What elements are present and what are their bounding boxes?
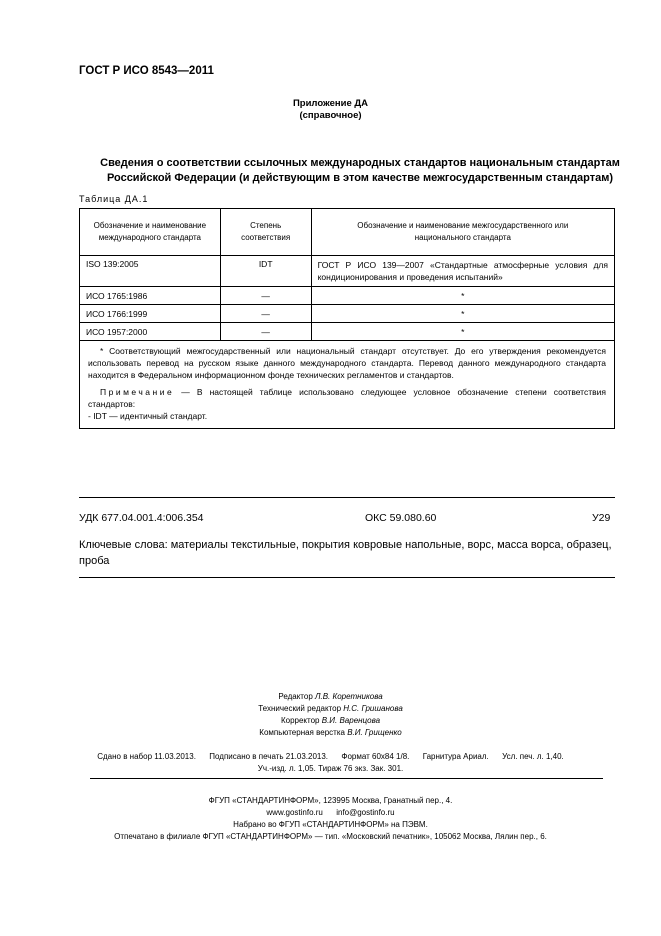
note-text: — В настоящей таблице использовано следующее условное обозначение степени соответствия стандартов: (88, 387, 606, 409)
table-row (80, 256, 615, 287)
credit-role: Компьютерная верстка (259, 728, 345, 737)
credit-role: Редактор (278, 692, 313, 701)
credit-tech-editor (0, 703, 661, 715)
credit-role: Корректор (280, 716, 320, 725)
section-title-line2: Российской Федерации (и действующим в этом качестве межгосударственным стандартам) (106, 172, 614, 184)
publisher-web: www.gostinfo.ru info@gostinfo.ru (266, 808, 395, 817)
cell-intl: ISO 139:2005 (80, 256, 221, 287)
table-footnote-row (80, 341, 615, 429)
credit-editor (0, 691, 661, 703)
cell-national: * (311, 323, 614, 341)
cell-degree: — (220, 287, 311, 305)
cell-national: ГОСТ Р ИСО 139—2007 «Стандартные атмосферные условия для кондиционирования и проведения испытаний» (311, 256, 614, 287)
cell-degree: — (220, 305, 311, 323)
cell-degree: — (220, 323, 311, 341)
header-degree: Степень соответствия (220, 209, 311, 256)
table-row (80, 305, 615, 323)
footnote-text: * Соответствующий межгосударственный или национальный стандарт отсутствует. До его утверждения рекомендуется использовать перевод на русском языке данного международного стандарта. Перевод данного международного стандарта находится в Федеральном информационном фонде технических регламентов и стандартов. (88, 346, 606, 380)
credit-name: Л.В. Коретникова (315, 692, 383, 701)
cell-intl: ИСО 1766:1999 (80, 305, 221, 323)
udk-code: УДК 677.04.001.4:006.354 (79, 512, 204, 524)
credit-role: Технический редактор (258, 704, 342, 713)
table-row (80, 287, 615, 305)
section-title-line1: Сведения о соответствии ссылочных международных стандартов национальным стандартам (100, 157, 620, 169)
table-header-row (80, 209, 615, 256)
publisher-printed: Отпечатано в филиале ФГУП «СТАНДАРТИНФОРМ» — тип. «Московский печатник», 105062 Москва, Лялин пер., 6. (114, 832, 547, 841)
publisher-typeset: Набрано во ФГУП «СТАНДАРТИНФОРМ» на ПЭВМ. (233, 820, 428, 829)
table-footnote (80, 341, 615, 429)
divider-top (79, 497, 615, 498)
credit-layout (0, 727, 661, 739)
cell-intl: ИСО 1957:2000 (80, 323, 221, 341)
publisher-address: ФГУП «СТАНДАРТИНФОРМ», 123995 Москва, Гранатный пер., 4. (208, 796, 453, 805)
divider-publisher (90, 778, 603, 779)
appendix-title: Приложение ДА (292, 98, 369, 109)
publisher-info (0, 795, 661, 843)
document-code: ГОСТ Р ИСО 8543—2011 (79, 65, 214, 77)
print-info-line1: Сдано в набор 11.03.2013. Подписано в печать 21.03.2013. Формат 60х84 1/8. Гарнитура Ариал. Усл. печ. л. 1,40. (97, 752, 564, 761)
classification-code: У29 (592, 512, 611, 524)
cell-intl: ИСО 1765:1986 (80, 287, 221, 305)
header-national: Обозначение и наименование межгосударственного или национального стандарта (311, 209, 614, 256)
keywords: Ключевые слова: материалы текстильные, покрытия ковровые напольные, ворс, масса ворса, образец, проба (79, 539, 612, 567)
note-label: Примечание (100, 387, 175, 397)
cell-national: * (311, 287, 614, 305)
header-intl: Обозначение и наименование международного стандарта (80, 209, 221, 256)
correspondence-table (79, 208, 615, 429)
credits (0, 691, 661, 739)
section-title (60, 156, 660, 186)
print-info-line2: Уч.-изд. л. 1,05. Тираж 76 экз. Зак. 301. (257, 764, 404, 773)
credit-name: В.И. Грищенко (347, 728, 402, 737)
divider-bottom (79, 577, 615, 578)
appendix-subtitle: (справочное) (299, 110, 362, 121)
note-item: - IDT — идентичный стандарт. (88, 411, 208, 421)
cell-degree: IDT (220, 256, 311, 287)
credit-name: Н.С. Гришанова (343, 704, 403, 713)
table-note (88, 386, 606, 410)
table-row (80, 323, 615, 341)
oks-code: ОКС 59.080.60 (365, 512, 437, 524)
table-caption: Таблица ДА.1 (79, 194, 149, 204)
credit-name: В.И. Варенцова (321, 716, 381, 725)
cell-national: * (311, 305, 614, 323)
credit-corrector (0, 715, 661, 727)
